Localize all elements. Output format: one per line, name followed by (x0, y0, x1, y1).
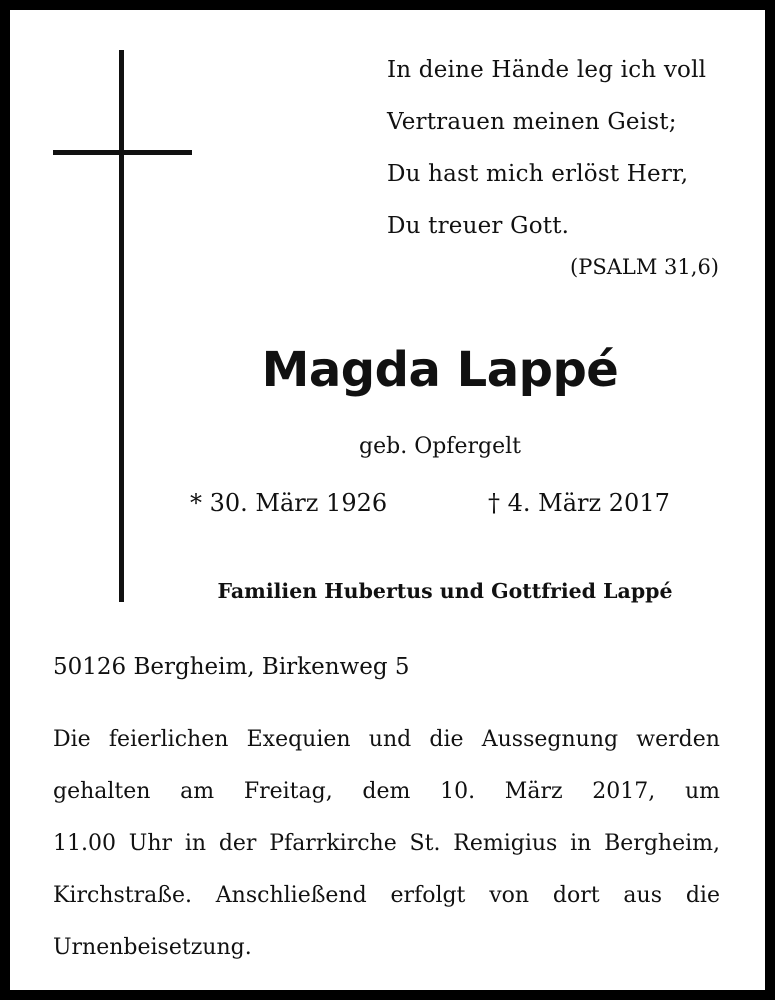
service-word: in (184, 831, 207, 856)
psalm-verse (387, 44, 747, 252)
service-word: die (429, 727, 464, 752)
service-word: St. (409, 831, 441, 856)
service-word: 11.00 (53, 831, 116, 856)
verse-line: Du treuer Gott. (387, 213, 570, 239)
service-word: gehalten (53, 779, 151, 804)
service-line (53, 922, 720, 974)
service-word: März (504, 779, 563, 804)
service-word: Freitag, (243, 779, 333, 804)
verse-line: Du hast mich erlöst Herr, (387, 161, 689, 187)
service-word: erfolgt (390, 883, 466, 908)
mourning-families: Familien Hubertus und Gottfried Lappé (217, 579, 673, 603)
death-date: † 4. März 2017 (488, 489, 670, 517)
service-word: Aussegnung (481, 727, 619, 752)
service-line (53, 766, 720, 818)
service-word: Urnenbeisetzung. (53, 935, 252, 960)
service-word: Anschließend (215, 883, 367, 908)
service-word: Kirchstraße. (53, 883, 192, 908)
service-word: der (218, 831, 257, 856)
service-word: und (368, 727, 412, 752)
mourning-address: 50126 Bergheim, Birkenweg 5 (53, 654, 410, 680)
service-word: aus (623, 883, 662, 908)
psalm-reference: (PSALM 31,6) (570, 255, 719, 279)
service-word: von (489, 883, 530, 908)
service-word: die (685, 883, 720, 908)
service-word: Uhr (128, 831, 173, 856)
service-word: Pfarrkirche (269, 831, 397, 856)
maiden-name: geb. Opfergelt (359, 434, 521, 459)
birth-date: * 30. März 1926 (190, 489, 388, 517)
service-word: in (570, 831, 592, 856)
service-word: dort (552, 883, 600, 908)
cross-vertical-bar (119, 50, 124, 602)
cross-horizontal-bar (53, 150, 192, 155)
service-line (53, 870, 720, 922)
verse-line: In deine Hände leg ich voll (387, 57, 707, 83)
service-line (53, 714, 720, 766)
service-word: Die (53, 727, 91, 752)
service-word: 2017, (592, 779, 656, 804)
service-line (53, 818, 720, 870)
service-word: am (180, 779, 215, 804)
service-word: feierlichen (108, 727, 229, 752)
service-word: dem (362, 779, 411, 804)
service-word: Exequien (246, 727, 351, 752)
service-word: Bergheim, (604, 831, 720, 856)
verse-line: Vertrauen meinen Geist; (387, 109, 677, 135)
service-word: werden (636, 727, 720, 752)
deceased-name: Magda Lappé (261, 342, 619, 398)
funeral-service-text (53, 714, 720, 974)
service-word: Remigius (453, 831, 558, 856)
service-word: um (684, 779, 720, 804)
service-word: 10. (440, 779, 476, 804)
